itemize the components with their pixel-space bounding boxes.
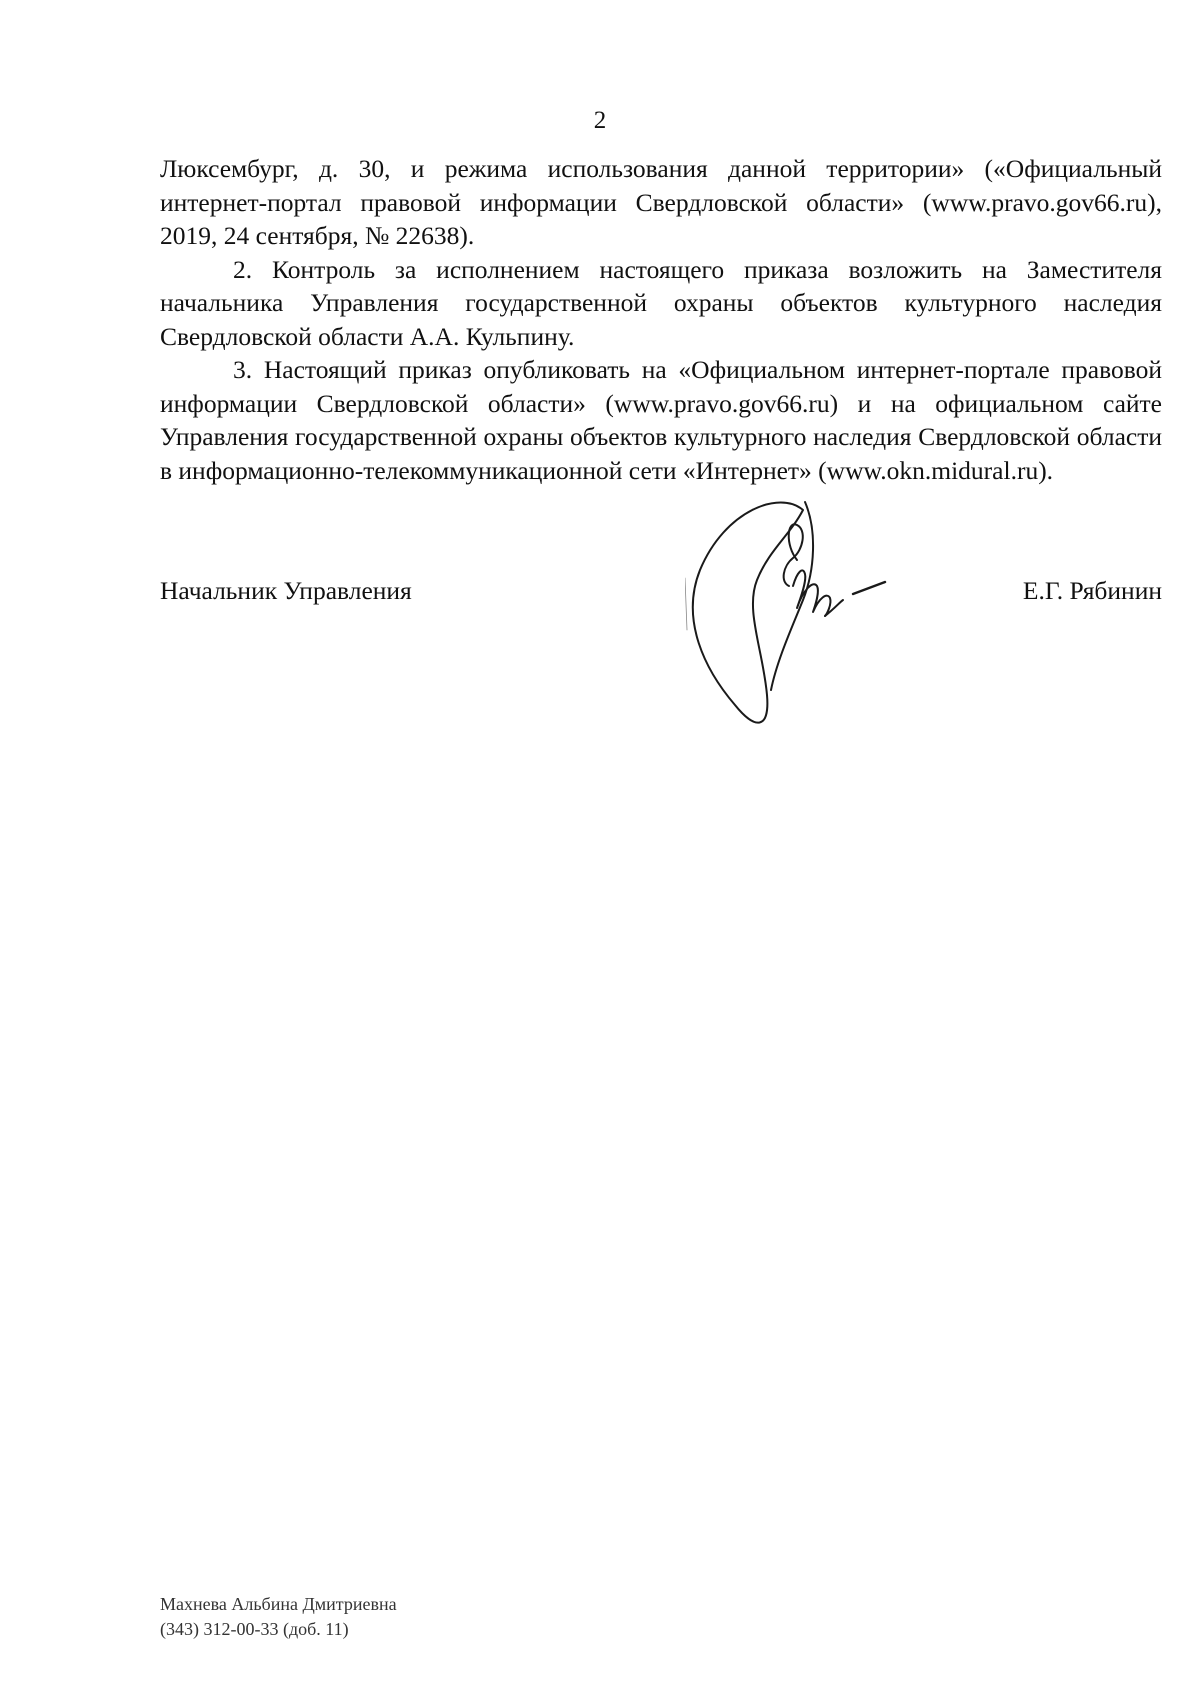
signature-block [160, 574, 1162, 608]
handwritten-signature [685, 490, 945, 760]
executor-name: Махнева Альбина Дмитриевна [160, 1594, 397, 1614]
signer-position: Начальник Управления [160, 576, 412, 605]
signer-name: Е.Г. Рябинин [1022, 576, 1162, 605]
paragraph-3: 3. Настоящий приказ опубликовать на «Официальном интернет-портале правовой информации Свердловской области» (www.pravo.gov66.ru) и на официальном сайте Управления государственной охраны объектов культурного наследия Свердловской области в информационно-телекоммуникационной сети «Интернет» (www.okn.midural.ru). [160, 355, 1162, 485]
page-number: 2 [593, 107, 607, 134]
paragraph-2: 2. Контроль за исполнением настоящего приказа возложить на Заместителя начальника Управления государственной охраны объектов культурного наследия Свердловской области А.А. Кульпину. [160, 254, 1162, 351]
document-body [160, 152, 1162, 487]
paragraph-1: Люксембург, д. 30, и режима использования данной территории» («Официальный интернет-портал правовой информации Свердловской области» (www.pravo.gov66.ru), 2019, 24 сентября, № 22638). [160, 154, 1162, 250]
executor-phone: (343) 312-00-33 (доб. 11) [160, 1619, 349, 1639]
executor-info [160, 1592, 397, 1642]
